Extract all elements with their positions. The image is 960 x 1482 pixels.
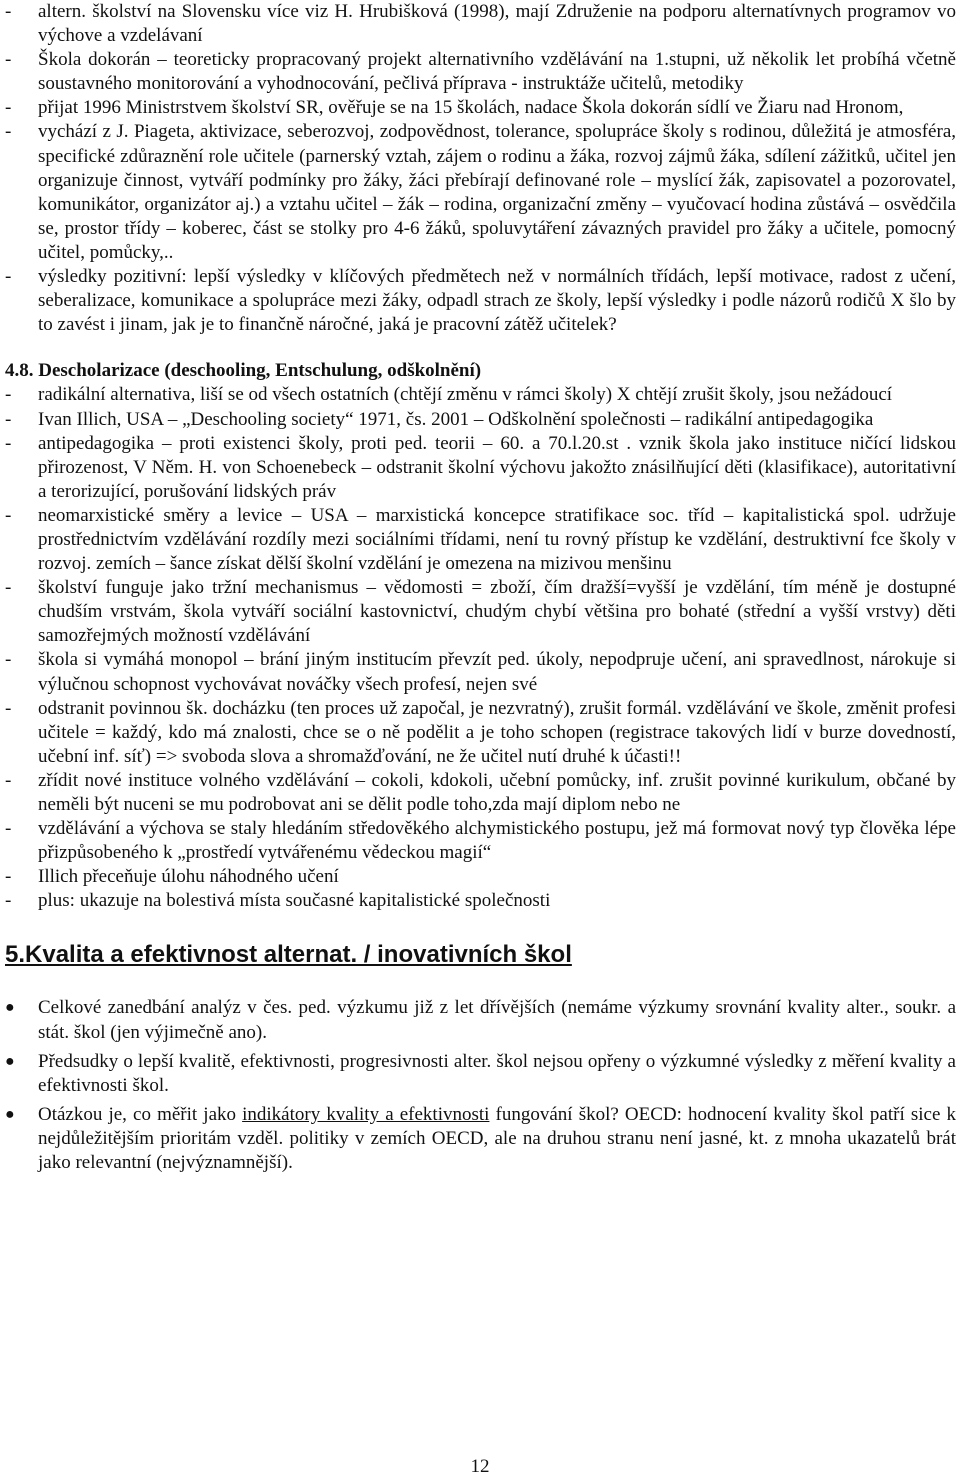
list-item-text: radikální alternativa, liší se od všech ostatních (chtějí změnu v rámci školy) X chtějí zrušit školy, jsou nežádoucí xyxy=(38,384,893,406)
bullet-text-end: fungování škol? OECD: hodnocení kvality škol patří sice k nejdůležitějším prioritám vzděl. politiky v zemích OECD, ale na druhou stranu není jasné, kt. z mnoha ukazatelů brát jako relevantní (nejvýznamnější). xyxy=(38,1103,956,1174)
list-item xyxy=(5,120,960,265)
section-heading: 4.8. Descholarizace (deschooling, Entschulung, odškolnění) xyxy=(5,360,482,382)
list-item-text: Illich přeceňuje úlohu náhodného učení xyxy=(38,866,339,888)
bullet-item xyxy=(5,1103,960,1175)
list-item xyxy=(5,48,960,96)
dash-marker: - xyxy=(5,504,12,526)
dash-marker: - xyxy=(5,432,12,454)
list-item-text: přijat 1996 Ministrstvem školství SR, ověřuje se na 15 školách, nadace Škola dokorán sídlí ve Žiaru nad Hronom, xyxy=(38,97,904,119)
list-item xyxy=(5,865,960,889)
intro-list xyxy=(0,0,960,337)
list-item xyxy=(5,0,960,48)
dash-marker: - xyxy=(5,1,12,22)
list-item-text: výsledky pozitivní: lepší výsledky v klíčových předmětech než v normálních třídách, lepší motivace, radost z učení, seberalizace, komunikace a spolupráce mezi žáky, odpadl strach ze školy, lepší výsledky i podle názorů rodičů X šlo by to zavést i jinam, jak je to finančně náročné, jaká je pracovní zátěž učitelek? xyxy=(38,266,956,336)
list-item xyxy=(5,817,960,865)
bullet-item xyxy=(5,1050,960,1098)
bullet-text: Předsudky o lepší kvalitě, efektivnosti, progresivnosti alter. škol nejsou opřeny o výzkumné výsledky z měření kvality a efektivnosti škol. xyxy=(38,1050,956,1096)
list-item-text: plus: ukazuje na bolestivá místa současné kapitalistické společnosti xyxy=(38,890,551,912)
list-item xyxy=(5,576,960,648)
section-list xyxy=(0,383,960,913)
list-item-text: neomarxistické směry a levice – USA – marxistická koncepce stratifikace soc. tříd – kapitalistická spol. udržuje prostřednictvím vzdělávání rozdíly mezi sociálními třídami, není tu rovný přístup ke vzdělání, destruktivní fce školy v rozvoj. zemích – šance získat dělší školní vzdělání je omezena na mizivou menšinu xyxy=(38,504,956,575)
list-item xyxy=(5,96,960,120)
list-item xyxy=(5,432,960,504)
list-item-text: škola si vymáhá monopol – brání jiným institucím převzít ped. úkoly, nepodpruje učení, ani spravedlnost, nárokuje si výlučnou schopnost vychovávat nováčky všech profesí, nejen své xyxy=(38,649,956,695)
list-item-text: vzdělávání a výchova se staly hledáním středověkého alchymistického postupu, jež má formovat nový typ člověka lépe přizpůsobeného k „prostředí vytvářenému vědeckou magií“ xyxy=(38,818,956,864)
dash-marker: - xyxy=(5,121,12,143)
dash-marker: - xyxy=(5,818,12,840)
bullet-icon: ● xyxy=(5,1052,15,1070)
dash-marker: - xyxy=(5,890,12,912)
chapter-heading: 5.Kvalita a efektivnost alternat. / inovativních škol xyxy=(5,941,572,969)
page-number: 12 xyxy=(470,1456,490,1477)
list-item-text: altern. školství na Slovensku více viz H. Hrubišková (1998), mají Združenie na podporu alternatívnych programov vo výchove a vzdelávaní xyxy=(38,1,956,47)
list-item xyxy=(5,648,960,696)
list-item xyxy=(5,769,960,817)
list-item xyxy=(5,265,960,337)
list-item xyxy=(5,504,960,576)
bullet-icon: ● xyxy=(5,1105,15,1123)
dash-marker: - xyxy=(5,97,12,119)
dash-marker: - xyxy=(5,649,12,671)
list-item-text: školství funguje jako tržní mechanismus – vědomosti = zboží, čím dražší=vyšší je vzdělání, tím méně je dostupné chudším vrstvám, škola vytváří sociální kastovnictví, chudým chybí většina pro bohaté (střední a vyšší vrstvy) děti samozřejmých možností vzdělávání xyxy=(38,577,956,647)
list-item-text: vychází z J. Piageta, aktivizace, seberozvoj, zodpovědnost, tolerance, spolupráce školy s rodinou, důležitá je atmosféra, specifické zdůraznění role učitele (parnerský vztah, zájem o rodinu a žáka, rozvoj zájmů žáka, sdílení zážitků, učitel jen organizuje činnost, vytváří podmínky pro žáky, žáci přebírají definované role – myslící žák, zapisovatel a pozorovatel, komunikátor, organizátor aj.) a vztahu učitel – žák – rodina, organizační změny – vyučovací hodina zůstává – osvědčila se, prostor třídy – koberec, část se stolky pro 4-6 žáků, spoluvytáření závazných pravidel pro žáky a učitele, pomocný učitel, pomůcky,.. xyxy=(38,121,956,263)
dash-marker: - xyxy=(5,49,12,71)
list-item-text: Škola dokorán – teoreticky propracovaný projekt alternativního vzdělávání na 1.stupni, už několik let probíhá včetně soustavného monitorování a vyhodnocování, pečlivá příprava - instruktáže učitelů, metodiky xyxy=(38,49,956,95)
underlined-phrase: indikátory kvality a efektivnosti xyxy=(242,1103,490,1125)
list-item-text: odstranit povinnou šk. docházku (ten proces už započal, je nezvratný), zrušit formál. vzdělávání ve škole, změnit profesi učitele = každý, kdo má znalosti, chce se o ně podělit a je toho schopen (registrace takových lidí v burze dovedností, učební inf. síť) => svoboda slova a shromažďování, ne že učitel nutí druhé k účasti!! xyxy=(38,697,956,767)
list-item-text: antipedagogika – proti existenci školy, proti ped. teorii – 60. a 70.l.20.st . vznik škola jako instituce ničící lidskou přirozenost, V Něm. H. von Schoenebeck – odstranit školní výchovu jakožto znásilňující děti (klasifikace), autoritativní a terorizující, porušování lidských práv xyxy=(38,432,956,502)
list-item-text: Ivan Illich, USA – „Deschooling society“ 1971, čs. 2001 – Odškolnění společnosti – radikální antipedagogika xyxy=(38,408,874,430)
bullet-item xyxy=(5,996,960,1044)
dash-marker: - xyxy=(5,866,12,888)
dash-marker: - xyxy=(5,408,12,430)
dash-marker: - xyxy=(5,266,12,288)
dash-marker: - xyxy=(5,697,12,719)
list-item xyxy=(5,383,960,407)
dash-marker: - xyxy=(5,769,12,791)
bullet-text-start: Otázkou je, co měřit jako xyxy=(38,1103,243,1125)
bullet-list xyxy=(0,996,960,1175)
list-item xyxy=(5,889,960,913)
dash-marker: - xyxy=(5,577,12,599)
dash-marker: - xyxy=(5,384,12,406)
bullet-text xyxy=(38,1103,960,1175)
bullet-text: Celkové zanedbání analýz v čes. ped. výzkumu již z let dřívějších (nemáme výzkumy srovnání kvality alter., soukr. a stát. škol (jen výjimečně ano). xyxy=(38,997,956,1043)
bullet-icon: ● xyxy=(5,999,15,1017)
list-item-text: zřídit nové instituce volného vzdělávání – cokoli, kdokoli, učební pomůcky, inf. zrušit povinné kurikulum, občané by neměli být nuceni se mu podrobovat ani se dělit podle toho,zda mají diplom nebo ne xyxy=(38,769,956,815)
list-item xyxy=(5,697,960,769)
list-item xyxy=(5,408,960,432)
